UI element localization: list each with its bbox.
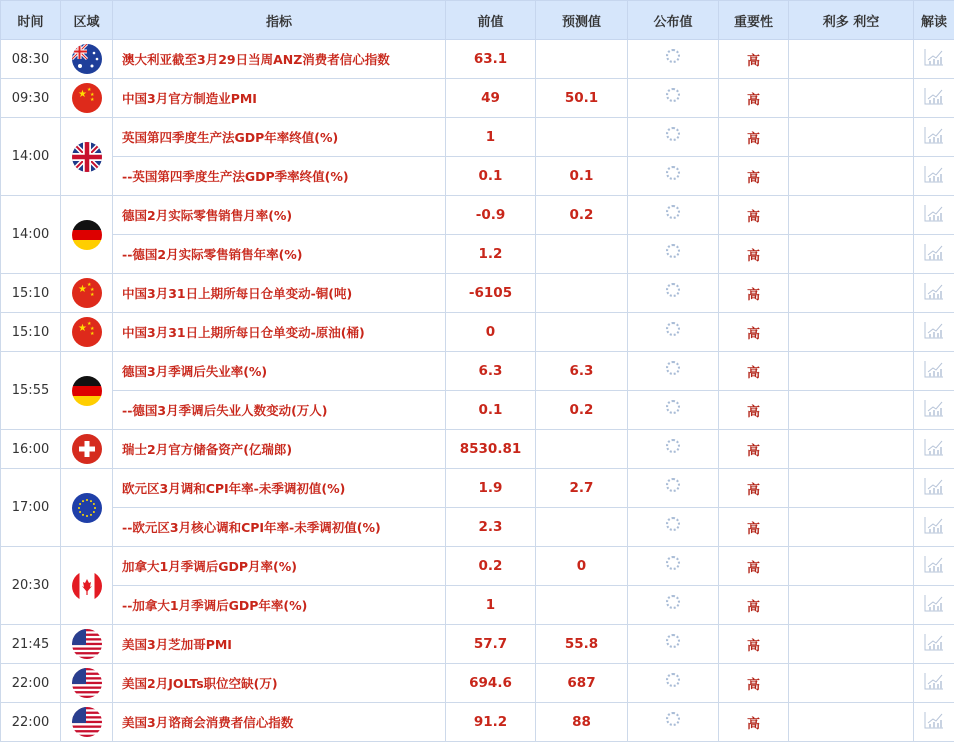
analysis-cell[interactable] bbox=[914, 40, 954, 79]
analysis-chart-icon[interactable] bbox=[924, 321, 944, 343]
region-cell bbox=[61, 313, 113, 352]
previous-value: 57.7 bbox=[446, 625, 536, 664]
bullish-bearish bbox=[789, 508, 914, 547]
usa-flag-icon bbox=[72, 668, 102, 698]
region-cell bbox=[61, 664, 113, 703]
analysis-cell[interactable] bbox=[914, 430, 954, 469]
svg-text:★: ★ bbox=[86, 321, 91, 327]
actual-value bbox=[628, 703, 719, 742]
bullish-bearish bbox=[789, 352, 914, 391]
bullish-bearish bbox=[789, 40, 914, 79]
svg-text:★: ★ bbox=[89, 92, 94, 98]
table-row bbox=[1, 352, 954, 391]
table-row bbox=[1, 235, 954, 274]
header-actual: 公布值 bbox=[628, 1, 719, 40]
table-row bbox=[1, 196, 954, 235]
analysis-chart-icon[interactable] bbox=[924, 516, 944, 538]
indicator-name[interactable]: 澳大利亚截至3月29日当周ANZ消费者信心指数 bbox=[113, 40, 446, 79]
actual-value bbox=[628, 508, 719, 547]
actual-value bbox=[628, 430, 719, 469]
china-flag-icon bbox=[72, 83, 102, 113]
region-cell bbox=[61, 625, 113, 664]
table-row bbox=[1, 430, 954, 469]
analysis-chart-icon[interactable] bbox=[924, 243, 944, 265]
loading-icon bbox=[666, 595, 680, 609]
svg-text:★: ★ bbox=[86, 87, 91, 93]
region-cell bbox=[61, 547, 113, 625]
time-cell: 14:00 bbox=[1, 196, 61, 274]
china-flag-icon bbox=[72, 317, 102, 347]
actual-value bbox=[628, 118, 719, 157]
time-cell: 15:10 bbox=[1, 313, 61, 352]
forecast-value bbox=[536, 235, 628, 274]
loading-icon bbox=[666, 634, 680, 648]
forecast-value: 0.1 bbox=[536, 157, 628, 196]
forecast-value bbox=[536, 313, 628, 352]
table-row bbox=[1, 40, 954, 79]
table-row bbox=[1, 79, 954, 118]
importance: 高 bbox=[719, 586, 789, 625]
loading-icon bbox=[666, 673, 680, 687]
table-row bbox=[1, 391, 954, 430]
time-cell: 17:00 bbox=[1, 469, 61, 547]
analysis-chart-icon[interactable] bbox=[924, 204, 944, 226]
forecast-value: 6.3 bbox=[536, 352, 628, 391]
actual-value bbox=[628, 235, 719, 274]
analysis-chart-icon[interactable] bbox=[924, 555, 944, 577]
loading-icon bbox=[666, 283, 680, 297]
indicator-name[interactable]: 瑞士2月官方储备资产(亿瑞郎) bbox=[113, 430, 446, 469]
analysis-chart-icon[interactable] bbox=[924, 282, 944, 304]
previous-value: 8530.81 bbox=[446, 430, 536, 469]
bullish-bearish bbox=[789, 547, 914, 586]
analysis-cell[interactable] bbox=[914, 196, 954, 235]
time-cell: 14:00 bbox=[1, 118, 61, 196]
importance: 高 bbox=[719, 157, 789, 196]
previous-value: 0.2 bbox=[446, 547, 536, 586]
germany-flag-icon bbox=[72, 220, 102, 250]
forecast-value: 55.8 bbox=[536, 625, 628, 664]
analysis-cell[interactable] bbox=[914, 547, 954, 586]
previous-value: 1 bbox=[446, 118, 536, 157]
indicator-name[interactable]: 美国2月JOLTs职位空缺(万) bbox=[113, 664, 446, 703]
importance: 高 bbox=[719, 352, 789, 391]
actual-value bbox=[628, 391, 719, 430]
loading-icon bbox=[666, 322, 680, 336]
bullish-bearish bbox=[789, 157, 914, 196]
loading-icon bbox=[666, 400, 680, 414]
previous-value: 6.3 bbox=[446, 352, 536, 391]
previous-value: 0.1 bbox=[446, 391, 536, 430]
uk-flag-icon bbox=[72, 142, 102, 172]
svg-text:★: ★ bbox=[89, 326, 94, 332]
region-cell bbox=[61, 40, 113, 79]
importance: 高 bbox=[719, 79, 789, 118]
analysis-chart-icon[interactable] bbox=[924, 126, 944, 148]
bullish-bearish bbox=[789, 79, 914, 118]
importance: 高 bbox=[719, 508, 789, 547]
forecast-value: 88 bbox=[536, 703, 628, 742]
table-row bbox=[1, 118, 954, 157]
importance: 高 bbox=[719, 235, 789, 274]
previous-value: 1.2 bbox=[446, 235, 536, 274]
svg-text:★: ★ bbox=[77, 323, 87, 334]
previous-value: 63.1 bbox=[446, 40, 536, 79]
forecast-value bbox=[536, 430, 628, 469]
analysis-chart-icon[interactable] bbox=[924, 165, 944, 187]
forecast-value: 2.7 bbox=[536, 469, 628, 508]
china-flag-icon bbox=[72, 278, 102, 308]
indicator-name[interactable]: --加拿大1月季调后GDP年率(%) bbox=[113, 586, 446, 625]
bullish-bearish bbox=[789, 469, 914, 508]
eu-flag-icon bbox=[72, 493, 102, 523]
bullish-bearish bbox=[789, 625, 914, 664]
actual-value bbox=[628, 79, 719, 118]
analysis-chart-icon[interactable] bbox=[924, 438, 944, 460]
svg-text:★: ★ bbox=[89, 292, 94, 298]
analysis-chart-icon[interactable] bbox=[924, 48, 944, 70]
analysis-cell[interactable] bbox=[914, 469, 954, 508]
previous-value: 1.9 bbox=[446, 469, 536, 508]
importance: 高 bbox=[719, 430, 789, 469]
analysis-chart-icon[interactable] bbox=[924, 672, 944, 694]
svg-text:★: ★ bbox=[86, 282, 91, 288]
forecast-value: 50.1 bbox=[536, 79, 628, 118]
table-row bbox=[1, 625, 954, 664]
region-cell bbox=[61, 118, 113, 196]
loading-icon bbox=[666, 88, 680, 102]
actual-value bbox=[628, 625, 719, 664]
region-cell bbox=[61, 703, 113, 742]
previous-value: 0.1 bbox=[446, 157, 536, 196]
bullish-bearish bbox=[789, 586, 914, 625]
analysis-cell[interactable] bbox=[914, 157, 954, 196]
analysis-cell[interactable] bbox=[914, 586, 954, 625]
switzerland-flag-icon bbox=[72, 434, 102, 464]
actual-value bbox=[628, 313, 719, 352]
loading-icon bbox=[666, 49, 680, 63]
analysis-cell[interactable] bbox=[914, 508, 954, 547]
germany-flag-icon bbox=[72, 376, 102, 406]
actual-value bbox=[628, 469, 719, 508]
analysis-cell[interactable] bbox=[914, 79, 954, 118]
analysis-chart-icon[interactable] bbox=[924, 477, 944, 499]
time-cell: 20:30 bbox=[1, 547, 61, 625]
svg-text:★: ★ bbox=[89, 97, 94, 103]
analysis-chart-icon[interactable] bbox=[924, 399, 944, 421]
actual-value bbox=[628, 196, 719, 235]
forecast-value: 0.2 bbox=[536, 391, 628, 430]
indicator-name[interactable]: 中国3月31日上期所每日仓单变动-原油(桶) bbox=[113, 313, 446, 352]
actual-value bbox=[628, 40, 719, 79]
time-cell: 21:45 bbox=[1, 625, 61, 664]
bullish-bearish bbox=[789, 430, 914, 469]
table-row bbox=[1, 664, 954, 703]
indicator-name[interactable]: 美国3月芝加哥PMI bbox=[113, 625, 446, 664]
loading-icon bbox=[666, 712, 680, 726]
indicator-name[interactable]: 德国3月季调后失业率(%) bbox=[113, 352, 446, 391]
region-cell bbox=[61, 352, 113, 430]
bullish-bearish bbox=[789, 703, 914, 742]
indicator-name[interactable]: 中国3月31日上期所每日仓单变动-铜(吨) bbox=[113, 274, 446, 313]
previous-value: 49 bbox=[446, 79, 536, 118]
forecast-value: 0 bbox=[536, 547, 628, 586]
loading-icon bbox=[666, 361, 680, 375]
forecast-value bbox=[536, 40, 628, 79]
indicator-name[interactable]: --德国3月季调后失业人数变动(万人) bbox=[113, 391, 446, 430]
loading-icon bbox=[666, 127, 680, 141]
analysis-chart-icon[interactable] bbox=[924, 711, 944, 733]
analysis-chart-icon[interactable] bbox=[924, 360, 944, 382]
indicator-name[interactable]: 加拿大1月季调后GDP月率(%) bbox=[113, 547, 446, 586]
bullish-bearish bbox=[789, 235, 914, 274]
time-cell: 22:00 bbox=[1, 703, 61, 742]
table-row bbox=[1, 547, 954, 586]
bullish-bearish bbox=[789, 664, 914, 703]
loading-icon bbox=[666, 439, 680, 453]
bullish-bearish bbox=[789, 196, 914, 235]
table-row bbox=[1, 586, 954, 625]
region-cell bbox=[61, 79, 113, 118]
importance: 高 bbox=[719, 274, 789, 313]
importance: 高 bbox=[719, 196, 789, 235]
analysis-cell[interactable] bbox=[914, 391, 954, 430]
table-row bbox=[1, 469, 954, 508]
time-cell: 08:30 bbox=[1, 40, 61, 79]
indicator-name[interactable]: 美国3月谘商会消费者信心指数 bbox=[113, 703, 446, 742]
time-cell: 15:55 bbox=[1, 352, 61, 430]
importance: 高 bbox=[719, 703, 789, 742]
forecast-value bbox=[536, 508, 628, 547]
region-cell bbox=[61, 196, 113, 274]
previous-value: 694.6 bbox=[446, 664, 536, 703]
loading-icon bbox=[666, 517, 680, 531]
header-previous: 前值 bbox=[446, 1, 536, 40]
indicator-name[interactable]: 德国2月实际零售销售月率(%) bbox=[113, 196, 446, 235]
previous-value: 0 bbox=[446, 313, 536, 352]
analysis-cell[interactable] bbox=[914, 625, 954, 664]
forecast-value bbox=[536, 274, 628, 313]
table-row bbox=[1, 703, 954, 742]
svg-text:★: ★ bbox=[77, 89, 87, 100]
region-cell bbox=[61, 430, 113, 469]
analysis-cell[interactable] bbox=[914, 664, 954, 703]
bullish-bearish bbox=[789, 313, 914, 352]
table-row bbox=[1, 508, 954, 547]
importance: 高 bbox=[719, 118, 789, 157]
bullish-bearish bbox=[789, 274, 914, 313]
analysis-chart-icon[interactable] bbox=[924, 633, 944, 655]
header-time: 时间 bbox=[1, 1, 61, 40]
time-cell: 16:00 bbox=[1, 430, 61, 469]
indicator-name[interactable]: 欧元区3月调和CPI年率-未季调初值(%) bbox=[113, 469, 446, 508]
indicator-name[interactable]: --德国2月实际零售销售年率(%) bbox=[113, 235, 446, 274]
importance: 高 bbox=[719, 664, 789, 703]
header-bullish-bearish: 利多 利空 bbox=[789, 1, 914, 40]
table-row bbox=[1, 157, 954, 196]
time-cell: 22:00 bbox=[1, 664, 61, 703]
previous-value: -6105 bbox=[446, 274, 536, 313]
header-importance: 重要性 bbox=[719, 1, 789, 40]
actual-value bbox=[628, 586, 719, 625]
actual-value bbox=[628, 157, 719, 196]
table-header bbox=[1, 1, 954, 40]
usa-flag-icon bbox=[72, 629, 102, 659]
forecast-value: 687 bbox=[536, 664, 628, 703]
analysis-chart-icon[interactable] bbox=[924, 594, 944, 616]
svg-text:★: ★ bbox=[77, 284, 87, 295]
header-analysis: 解读 bbox=[914, 1, 954, 40]
loading-icon bbox=[666, 244, 680, 258]
analysis-cell[interactable] bbox=[914, 274, 954, 313]
analysis-cell[interactable] bbox=[914, 235, 954, 274]
indicator-name[interactable]: 中国3月官方制造业PMI bbox=[113, 79, 446, 118]
previous-value: 2.3 bbox=[446, 508, 536, 547]
importance: 高 bbox=[719, 469, 789, 508]
header-forecast: 预测值 bbox=[536, 1, 628, 40]
analysis-cell[interactable] bbox=[914, 313, 954, 352]
importance: 高 bbox=[719, 40, 789, 79]
header-indicator: 指标 bbox=[113, 1, 446, 40]
actual-value bbox=[628, 274, 719, 313]
importance: 高 bbox=[719, 313, 789, 352]
forecast-value bbox=[536, 586, 628, 625]
analysis-cell[interactable] bbox=[914, 703, 954, 742]
bullish-bearish bbox=[789, 391, 914, 430]
indicator-name[interactable]: 英国第四季度生产法GDP年率终值(%) bbox=[113, 118, 446, 157]
loading-icon bbox=[666, 556, 680, 570]
importance: 高 bbox=[719, 547, 789, 586]
previous-value: 1 bbox=[446, 586, 536, 625]
bullish-bearish bbox=[789, 118, 914, 157]
forecast-value bbox=[536, 118, 628, 157]
indicator-name[interactable]: --英国第四季度生产法GDP季率终值(%) bbox=[113, 157, 446, 196]
time-cell: 15:10 bbox=[1, 274, 61, 313]
forecast-value: 0.2 bbox=[536, 196, 628, 235]
region-cell bbox=[61, 469, 113, 547]
svg-text:★: ★ bbox=[89, 331, 94, 337]
loading-icon bbox=[666, 205, 680, 219]
previous-value: -0.9 bbox=[446, 196, 536, 235]
importance: 高 bbox=[719, 625, 789, 664]
previous-value: 91.2 bbox=[446, 703, 536, 742]
time-cell: 09:30 bbox=[1, 79, 61, 118]
table-row bbox=[1, 313, 954, 352]
header-region: 区域 bbox=[61, 1, 113, 40]
importance: 高 bbox=[719, 391, 789, 430]
analysis-cell[interactable] bbox=[914, 352, 954, 391]
canada-flag-icon bbox=[72, 571, 102, 601]
analysis-cell[interactable] bbox=[914, 118, 954, 157]
analysis-chart-icon[interactable] bbox=[924, 87, 944, 109]
actual-value bbox=[628, 547, 719, 586]
indicator-name[interactable]: --欧元区3月核心调和CPI年率-未季调初值(%) bbox=[113, 508, 446, 547]
australia-flag-icon bbox=[72, 44, 102, 74]
loading-icon bbox=[666, 166, 680, 180]
actual-value bbox=[628, 352, 719, 391]
loading-icon bbox=[666, 478, 680, 492]
usa-flag-icon bbox=[72, 707, 102, 737]
svg-text:★: ★ bbox=[89, 287, 94, 293]
actual-value bbox=[628, 664, 719, 703]
table-row bbox=[1, 274, 954, 313]
region-cell bbox=[61, 274, 113, 313]
